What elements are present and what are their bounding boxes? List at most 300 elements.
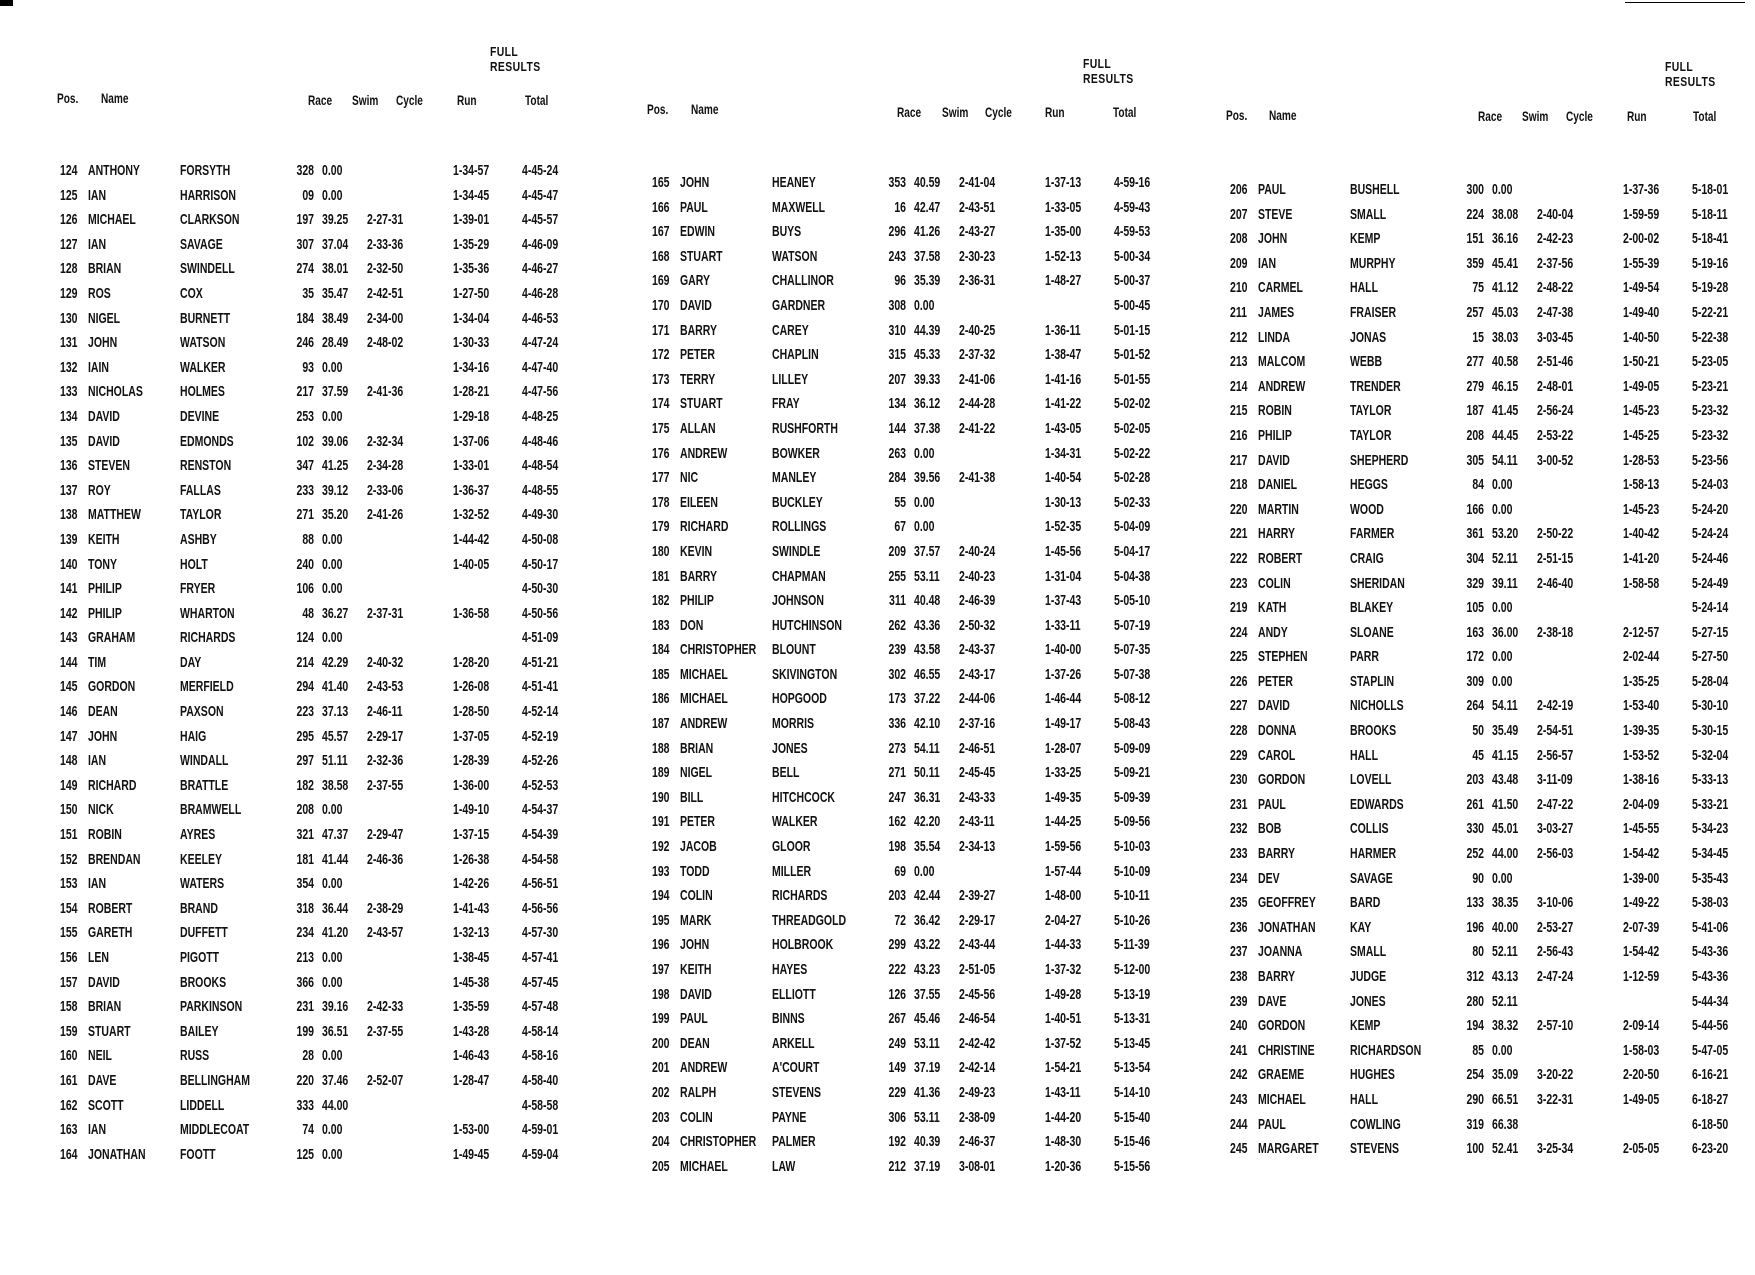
swim-time: 52.41 <box>1492 1140 1519 1158</box>
swim-time: 0.00 <box>322 162 343 179</box>
last-name: HOLBROOK <box>772 936 834 954</box>
run-time: 1-53-40 <box>1623 697 1660 715</box>
first-name: JOHN <box>88 334 118 352</box>
total-time: 5-02-02 <box>1114 395 1151 413</box>
cycle-time: 2-43-44 <box>959 936 996 954</box>
first-name: BARRY <box>1258 968 1295 985</box>
race-number: 16 <box>894 198 906 216</box>
race-number: 284 <box>888 469 906 487</box>
first-name: DAVID <box>88 973 120 991</box>
cycle-time: 2-32-34 <box>367 432 404 450</box>
position: 197 <box>652 961 670 978</box>
race-number: 300 <box>1466 181 1484 198</box>
swim-time: 46.15 <box>1492 377 1519 395</box>
last-name: COLLIS <box>1350 820 1389 838</box>
swim-time: 66.38 <box>1492 1115 1519 1133</box>
swim-time: 40.58 <box>1492 353 1519 371</box>
first-name: HARRY <box>1258 525 1295 543</box>
swim-time: 42.29 <box>322 653 349 671</box>
run-time: 1-48-00 <box>1045 887 1082 905</box>
first-name: DAVID <box>1258 451 1290 469</box>
total-time: 4-45-24 <box>522 162 559 179</box>
cycle-time: 2-42-19 <box>1537 697 1574 715</box>
first-name: COLIN <box>680 887 713 905</box>
cycle-time: 2-47-22 <box>1537 795 1574 813</box>
run-time: 1-40-54 <box>1045 469 1082 487</box>
first-name: DAVID <box>88 407 120 425</box>
first-name: BRIAN <box>680 739 714 757</box>
swim-time: 36.31 <box>914 788 941 806</box>
last-name: BURNETT <box>180 309 231 327</box>
last-name: RICHARDS <box>772 887 828 905</box>
race-number: 253 <box>296 407 314 425</box>
race-number: 308 <box>888 296 906 314</box>
race-number: 162 <box>888 813 906 831</box>
swim-time: 41.44 <box>322 850 349 868</box>
first-name: ANDREW <box>680 715 728 733</box>
position: 169 <box>652 272 670 290</box>
first-name: DAVID <box>1258 697 1290 715</box>
run-time: 1-45-23 <box>1623 500 1660 518</box>
position: 161 <box>60 1071 78 1089</box>
cycle-time: 2-33-36 <box>367 235 404 253</box>
run-time: 1-33-05 <box>1045 198 1082 216</box>
race-number: 209 <box>888 542 906 560</box>
position: 205 <box>652 1157 670 1175</box>
last-name: STAPLIN <box>1350 672 1395 690</box>
position: 233 <box>1230 845 1248 863</box>
position: 220 <box>1230 500 1248 518</box>
last-name: PIGOTT <box>180 949 220 966</box>
race-number: 246 <box>296 334 314 352</box>
run-time: 1-55-39 <box>1623 254 1660 272</box>
run-time: 1-49-17 <box>1045 715 1082 733</box>
first-name: KEITH <box>680 961 712 978</box>
last-name: DUFFETT <box>180 924 228 942</box>
run-time: 1-41-16 <box>1045 370 1082 388</box>
total-time: 5-30-10 <box>1692 697 1729 715</box>
cycle-time: 2-48-01 <box>1537 377 1574 395</box>
race-number: 347 <box>296 457 314 475</box>
header-total: Total <box>525 92 549 108</box>
swim-time: 38.58 <box>322 776 349 794</box>
scan-edge-line <box>1625 2 1745 3</box>
position: 186 <box>652 690 670 708</box>
cycle-time: 2-29-17 <box>367 727 404 745</box>
run-time: 1-40-05 <box>453 555 490 573</box>
first-name: ANDY <box>1258 623 1288 641</box>
last-name: CHAPLIN <box>772 346 819 364</box>
race-number: 50 <box>1472 722 1484 740</box>
swim-time: 35.20 <box>322 506 349 524</box>
position: 128 <box>60 260 78 278</box>
run-time: 2-04-27 <box>1045 911 1082 929</box>
position: 143 <box>60 629 78 647</box>
race-number: 311 <box>889 592 906 610</box>
position: 176 <box>652 444 670 462</box>
total-time: 4-47-56 <box>522 383 559 401</box>
swim-time: 36.00 <box>1492 623 1519 641</box>
scan-corner-mark <box>0 0 13 6</box>
cycle-time: 2-43-37 <box>959 641 996 659</box>
race-number: 354 <box>296 875 314 893</box>
swim-time: 44.45 <box>1492 426 1519 444</box>
first-name: ROS <box>88 284 111 302</box>
cycle-time: 2-42-14 <box>959 1059 996 1077</box>
swim-time: 36.12 <box>914 395 941 413</box>
position: 194 <box>652 887 670 905</box>
cycle-time: 2-37-32 <box>959 346 996 364</box>
race-number: 240 <box>296 555 314 573</box>
total-time: 5-10-03 <box>1114 838 1151 856</box>
swim-time: 0.00 <box>914 296 935 314</box>
run-time: 1-45-56 <box>1045 542 1082 560</box>
swim-time: 28.49 <box>322 334 349 352</box>
position: 124 <box>60 162 78 179</box>
cycle-time: 2-42-33 <box>367 998 404 1016</box>
total-time: 4-54-39 <box>522 826 559 844</box>
total-time: 5-23-05 <box>1692 353 1729 371</box>
swim-time: 40.39 <box>914 1133 941 1151</box>
last-name: PALMER <box>772 1133 816 1151</box>
run-time: 1-38-16 <box>1623 771 1660 789</box>
race-number: 243 <box>888 247 906 265</box>
header-total: Total <box>1113 104 1137 120</box>
header-name: Name <box>691 101 719 117</box>
cycle-time: 2-30-23 <box>959 247 996 265</box>
total-time: 5-02-28 <box>1114 469 1151 487</box>
last-name: HOLMES <box>180 383 225 401</box>
race-number: 74 <box>302 1121 314 1139</box>
cycle-time: 2-48-22 <box>1537 279 1574 297</box>
race-number: 217 <box>296 383 314 401</box>
run-time: 1-58-03 <box>1623 1041 1660 1059</box>
race-number: 203 <box>1466 771 1484 789</box>
last-name: BRAMWELL <box>180 801 242 819</box>
total-time: 5-41-06 <box>1692 918 1729 936</box>
total-time: 5-38-03 <box>1692 894 1729 912</box>
swim-time: 53.11 <box>914 1108 940 1126</box>
position: 196 <box>652 936 670 954</box>
cycle-time: 2-32-36 <box>367 752 404 770</box>
run-time: 1-30-33 <box>453 334 490 352</box>
last-name: BOWKER <box>772 444 820 462</box>
run-time: 1-26-08 <box>453 678 490 696</box>
total-time: 5-07-38 <box>1114 665 1151 683</box>
total-time: 5-00-34 <box>1114 247 1151 265</box>
cycle-time: 2-34-13 <box>959 838 996 856</box>
run-time: 1-54-42 <box>1623 845 1660 863</box>
total-time: 5-12-00 <box>1114 961 1151 978</box>
swim-time: 38.03 <box>1492 328 1519 346</box>
total-time: 5-01-15 <box>1114 321 1151 339</box>
first-name: BRENDAN <box>88 850 141 868</box>
cycle-time: 2-45-56 <box>959 985 996 1003</box>
header-swim: Swim <box>942 104 969 120</box>
first-name: DANIEL <box>1258 476 1298 494</box>
run-time: 1-44-20 <box>1045 1108 1082 1126</box>
last-name: HALL <box>1350 279 1378 297</box>
first-name: PHILIP <box>88 604 122 622</box>
run-time: 1-40-42 <box>1623 525 1660 543</box>
header-swim: Swim <box>1522 108 1549 124</box>
last-name: EDWARDS <box>1350 795 1404 813</box>
cycle-time: 2-40-32 <box>367 653 404 671</box>
first-name: PHILIP <box>680 592 714 610</box>
first-name: BILL <box>680 788 704 806</box>
cycle-time: 3-22-31 <box>1537 1090 1574 1108</box>
run-time: 1-36-58 <box>453 604 490 622</box>
position: 191 <box>652 813 670 831</box>
cycle-time: 2-57-10 <box>1537 1017 1574 1035</box>
first-name: NIGEL <box>88 309 121 327</box>
race-number: 267 <box>888 1010 906 1028</box>
position: 193 <box>652 862 670 880</box>
race-number: 28 <box>302 1047 314 1065</box>
run-time: 1-20-36 <box>1045 1157 1082 1175</box>
position: 125 <box>60 186 78 204</box>
swim-time: 0.00 <box>1492 181 1513 198</box>
run-time: 1-37-36 <box>1623 181 1660 198</box>
last-name: FORSYTH <box>180 162 231 179</box>
first-name: KEVIN <box>680 542 713 560</box>
total-time: 5-33-21 <box>1692 795 1729 813</box>
total-time: 5-22-21 <box>1692 303 1729 321</box>
cycle-time: 2-37-31 <box>367 604 404 622</box>
first-name: STEVE <box>1258 205 1293 223</box>
run-time: 1-28-39 <box>453 752 490 770</box>
race-number: 84 <box>1472 476 1484 494</box>
total-time: 4-48-55 <box>522 481 559 499</box>
first-name: ANDREW <box>680 1059 728 1077</box>
position: 146 <box>60 703 78 721</box>
first-name: GORDON <box>1258 771 1306 789</box>
last-name: SLOANE <box>1350 623 1394 641</box>
first-name: ROBERT <box>1258 549 1303 567</box>
first-name: DAVE <box>88 1071 117 1089</box>
last-name: JONAS <box>1350 328 1387 346</box>
cycle-time: 2-53-27 <box>1537 918 1574 936</box>
swim-time: 39.12 <box>322 481 349 499</box>
total-time: 5-22-38 <box>1692 328 1729 346</box>
total-time: 5-01-52 <box>1114 346 1151 364</box>
first-name: MARGARET <box>1258 1140 1319 1158</box>
run-time: 2-09-14 <box>1623 1017 1660 1035</box>
run-time: 1-40-50 <box>1623 328 1660 346</box>
position: 155 <box>60 924 78 942</box>
last-name: PAYNE <box>772 1108 807 1126</box>
total-time: 4-51-41 <box>522 678 559 696</box>
last-name: COWLING <box>1350 1115 1401 1133</box>
header-swim: Swim <box>352 92 379 108</box>
last-name: SWINDLE <box>772 542 821 560</box>
swim-time: 43.36 <box>914 616 941 634</box>
first-name: PETER <box>680 813 716 831</box>
run-time: 1-36-11 <box>1045 321 1081 339</box>
position: 237 <box>1230 943 1248 961</box>
first-name: TERRY <box>680 370 716 388</box>
first-name: JOHN <box>680 936 710 954</box>
swim-time: 44.00 <box>322 1096 349 1114</box>
position: 165 <box>652 174 670 191</box>
last-name: PAXSON <box>180 703 224 721</box>
position: 172 <box>652 346 670 364</box>
last-name: BUCKLEY <box>772 493 823 511</box>
race-number: 80 <box>1472 943 1484 961</box>
race-number: 194 <box>1466 1017 1484 1035</box>
race-number: 67 <box>894 518 906 536</box>
cycle-time: 2-50-32 <box>959 616 996 634</box>
run-time: 1-37-05 <box>453 727 490 745</box>
total-time: 5-15-46 <box>1114 1133 1151 1151</box>
first-name: PAUL <box>1258 1115 1286 1133</box>
page-title: FULL RESULTS <box>1665 59 1716 89</box>
position: 239 <box>1230 992 1248 1010</box>
first-name: DAVID <box>88 432 120 450</box>
total-time: 5-27-15 <box>1692 623 1729 641</box>
total-time: 5-24-03 <box>1692 476 1729 494</box>
first-name: MARK <box>680 911 712 929</box>
run-time: 1-40-51 <box>1045 1010 1082 1028</box>
swim-time: 39.25 <box>322 211 349 229</box>
first-name: CHRISTINE <box>1258 1041 1315 1059</box>
first-name: ROBERT <box>88 899 133 917</box>
header-name: Name <box>101 90 129 106</box>
swim-time: 43.23 <box>914 961 941 978</box>
total-time: 4-46-09 <box>522 235 559 253</box>
run-time: 1-28-21 <box>453 383 490 401</box>
race-number: 294 <box>296 678 314 696</box>
run-time: 1-28-53 <box>1623 451 1660 469</box>
last-name: HAYES <box>772 961 808 978</box>
position: 203 <box>652 1108 670 1126</box>
position: 157 <box>60 973 78 991</box>
swim-time: 0.00 <box>914 518 935 536</box>
last-name: BRAND <box>180 899 218 917</box>
run-time: 1-48-27 <box>1045 272 1082 290</box>
first-name: JOHN <box>1258 230 1288 248</box>
last-name: TAYLOR <box>1350 402 1392 420</box>
total-time: 5-32-04 <box>1692 746 1729 764</box>
race-number: 307 <box>296 235 314 253</box>
race-number: 196 <box>1466 918 1484 936</box>
race-number: 181 <box>296 850 314 868</box>
position: 164 <box>60 1145 78 1163</box>
position: 130 <box>60 309 78 327</box>
swim-time: 43.22 <box>914 936 941 954</box>
run-time: 2-12-57 <box>1623 623 1660 641</box>
first-name: NIC <box>680 469 699 487</box>
race-number: 302 <box>888 665 906 683</box>
position: 159 <box>60 1022 78 1040</box>
last-name: BRATTLE <box>180 776 229 794</box>
run-time: 1-49-10 <box>453 801 490 819</box>
total-time: 4-52-14 <box>522 703 559 721</box>
first-name: PETER <box>680 346 716 364</box>
total-time: 4-52-19 <box>522 727 559 745</box>
position: 179 <box>652 518 670 536</box>
last-name: THREADGOLD <box>772 911 847 929</box>
last-name: MORRIS <box>772 715 814 733</box>
swim-time: 45.33 <box>914 346 941 364</box>
last-name: DEVINE <box>180 407 220 425</box>
first-name: CAROL <box>1258 746 1296 764</box>
total-time: 4-59-16 <box>1114 174 1151 191</box>
swim-time: 44.00 <box>1492 845 1519 863</box>
run-time: 1-45-25 <box>1623 426 1660 444</box>
position: 158 <box>60 998 78 1016</box>
swim-time: 37.59 <box>322 383 349 401</box>
total-time: 4-48-54 <box>522 457 559 475</box>
first-name: GRAHAM <box>88 629 136 647</box>
position: 174 <box>652 395 670 413</box>
last-name: MURPHY <box>1350 254 1396 272</box>
race-number: 304 <box>1466 549 1484 567</box>
position: 185 <box>652 665 670 683</box>
run-time: 1-39-01 <box>453 211 490 229</box>
cycle-time: 2-43-17 <box>959 665 996 683</box>
total-time: 5-07-35 <box>1114 641 1151 659</box>
cycle-time: 2-51-46 <box>1537 353 1574 371</box>
run-time: 1-35-25 <box>1623 672 1660 690</box>
last-name: BELLINGHAM <box>180 1071 250 1089</box>
swim-time: 37.55 <box>914 985 941 1003</box>
total-time: 6-23-20 <box>1692 1140 1729 1158</box>
cycle-time: 2-49-23 <box>959 1083 996 1101</box>
total-time: 5-19-16 <box>1692 254 1729 272</box>
last-name: BARD <box>1350 894 1381 912</box>
total-time: 5-35-43 <box>1692 869 1729 887</box>
race-number: 208 <box>296 801 314 819</box>
run-time: 1-43-05 <box>1045 419 1082 437</box>
swim-time: 37.57 <box>914 542 941 560</box>
race-number: 330 <box>1466 820 1484 838</box>
last-name: RENSTON <box>180 457 232 475</box>
first-name: GORDON <box>88 678 136 696</box>
run-time: 1-37-32 <box>1045 961 1082 978</box>
position: 219 <box>1230 599 1248 617</box>
total-time: 5-23-32 <box>1692 402 1729 420</box>
total-time: 5-23-32 <box>1692 426 1729 444</box>
first-name: GRAEME <box>1258 1066 1305 1084</box>
last-name: KEELEY <box>180 850 223 868</box>
total-time: 5-00-45 <box>1114 296 1151 314</box>
position: 136 <box>60 457 78 475</box>
total-time: 4-58-16 <box>522 1047 559 1065</box>
run-time: 1-54-21 <box>1045 1059 1082 1077</box>
position: 241 <box>1230 1041 1248 1059</box>
run-time: 1-27-50 <box>453 284 490 302</box>
total-time: 4-46-53 <box>522 309 559 327</box>
race-number: 353 <box>888 174 906 191</box>
last-name: MILLER <box>772 862 812 880</box>
total-time: 5-10-11 <box>1114 887 1150 905</box>
total-time: 6-18-27 <box>1692 1090 1729 1108</box>
first-name: KATH <box>1258 599 1287 617</box>
first-name: MICHAEL <box>680 1157 728 1175</box>
first-name: PAUL <box>680 198 708 216</box>
last-name: A'COURT <box>772 1059 820 1077</box>
first-name: STUART <box>680 247 723 265</box>
first-name: DONNA <box>1258 722 1297 740</box>
cycle-time: 2-40-25 <box>959 321 996 339</box>
swim-time: 0.00 <box>322 555 343 573</box>
run-time: 1-34-04 <box>453 309 490 327</box>
last-name: CAREY <box>772 321 809 339</box>
first-name: GARY <box>680 272 710 290</box>
race-number: 328 <box>296 162 314 179</box>
run-time: 1-36-37 <box>453 481 490 499</box>
